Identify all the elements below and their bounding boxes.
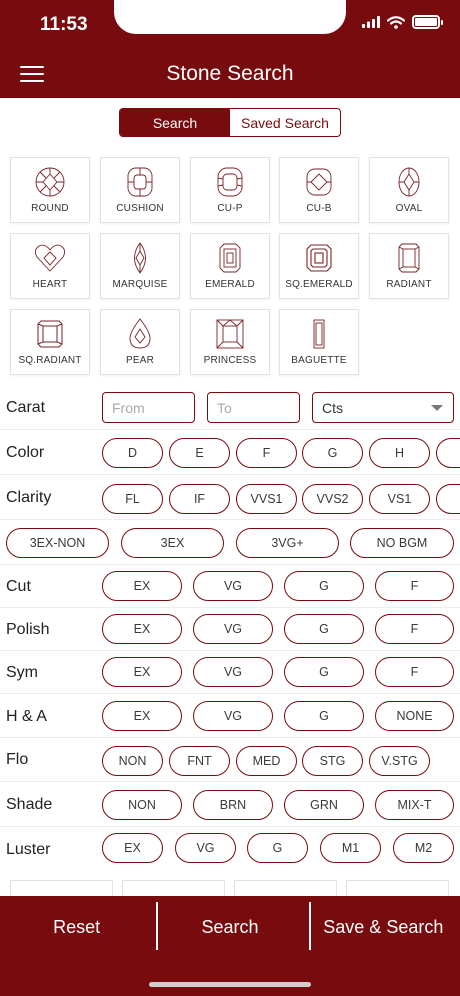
color-option-g[interactable]: G — [302, 438, 363, 468]
shape-pear[interactable] — [100, 309, 180, 375]
cut-row — [0, 565, 460, 608]
square-radiant-diamond-icon — [33, 318, 67, 350]
flo-option-non[interactable]: NON — [102, 746, 163, 776]
polish-label: Polish — [6, 621, 50, 638]
shade-option-grn[interactable]: GRN — [284, 790, 364, 820]
shape-label: OVAL — [395, 203, 423, 214]
clarity-option-vvs2[interactable]: VVS2 — [302, 484, 363, 514]
bottom-action-bar — [0, 896, 460, 996]
home-indicator — [149, 982, 311, 987]
luster-option-m1[interactable]: M1 — [320, 833, 381, 863]
sym-option-g[interactable]: G — [284, 657, 364, 687]
shape-label: ROUND — [31, 203, 69, 214]
shade-option-brn[interactable]: BRN — [193, 790, 273, 820]
shape-label: SQ.EMERALD — [285, 279, 353, 290]
battery-icon — [412, 15, 440, 29]
shape-label: CU-P — [217, 203, 243, 214]
baguette-diamond-icon — [302, 318, 336, 350]
shape-radiant[interactable] — [369, 233, 449, 299]
cushion-diamond-icon — [123, 166, 157, 198]
color-option-h[interactable]: H — [369, 438, 430, 468]
shape-cushion[interactable] — [100, 157, 180, 223]
polish-option-ex[interactable]: EX — [102, 614, 182, 644]
color-option-partial[interactable] — [436, 438, 460, 468]
polish-row — [0, 608, 460, 651]
tab-saved-search[interactable]: Saved Search — [241, 114, 329, 131]
fluorescence-label: Flo — [6, 751, 29, 768]
quick-option-3vg-plus[interactable]: 3VG+ — [236, 528, 339, 558]
clarity-option-fl[interactable]: FL — [102, 484, 163, 514]
sym-option-vg[interactable]: VG — [193, 657, 273, 687]
color-option-d[interactable]: D — [102, 438, 163, 468]
shape-marquise[interactable] — [100, 233, 180, 299]
shape-cu-b[interactable] — [279, 157, 359, 223]
quick-option-no-bgm[interactable]: NO BGM — [350, 528, 454, 558]
clarity-option-vvs1[interactable]: VVS1 — [236, 484, 297, 514]
carat-unit-select[interactable] — [312, 392, 454, 423]
caret-down-icon — [431, 405, 443, 411]
heart-diamond-icon — [33, 242, 67, 274]
shade-option-non[interactable]: NON — [102, 790, 182, 820]
radiant-diamond-icon — [392, 242, 426, 274]
shape-label: HEART — [32, 279, 68, 290]
shape-emerald[interactable] — [190, 233, 270, 299]
quick-filter-row — [0, 520, 460, 565]
luster-label: Luster — [6, 841, 51, 858]
fluorescence-row — [0, 738, 460, 782]
carat-label: Carat — [6, 399, 46, 416]
clarity-option-if[interactable]: IF — [169, 484, 230, 514]
shape-label: PEAR — [125, 355, 155, 366]
marquise-diamond-icon — [123, 242, 157, 274]
shade-option-mix-t[interactable]: MIX-T — [375, 790, 454, 820]
carat-to-input[interactable]: To — [207, 392, 300, 423]
clarity-option-vs1[interactable]: VS1 — [369, 484, 430, 514]
carat-from-input[interactable]: From — [102, 392, 195, 423]
shape-label: SQ.RADIANT — [18, 355, 82, 366]
cut-option-g[interactable]: G — [284, 571, 364, 601]
hearts-arrows-row — [0, 694, 460, 738]
round-diamond-icon — [33, 166, 67, 198]
shape-label: MARQUISE — [112, 279, 168, 290]
color-option-e[interactable]: E — [169, 438, 230, 468]
emerald-diamond-icon — [213, 242, 247, 274]
shape-label: CU-B — [306, 203, 332, 214]
sym-option-ex[interactable]: EX — [102, 657, 182, 687]
sym-option-f[interactable]: F — [375, 657, 454, 687]
shape-sq-emerald[interactable] — [279, 233, 359, 299]
clarity-row — [0, 475, 460, 520]
shape-round[interactable] — [10, 157, 90, 223]
luster-row — [0, 827, 460, 872]
search-tabs — [119, 108, 341, 137]
sym-label: Sym — [6, 664, 38, 681]
cut-option-f[interactable]: F — [375, 571, 454, 601]
carat-row — [0, 385, 460, 430]
shape-princess[interactable] — [190, 309, 270, 375]
status-time: 11:53 — [40, 14, 88, 35]
shape-label: EMERALD — [205, 279, 255, 290]
ha-option-none[interactable]: NONE — [375, 701, 454, 731]
quick-option-3ex[interactable]: 3EX — [121, 528, 224, 558]
clarity-option-partial[interactable] — [436, 484, 460, 514]
ha-option-ex[interactable]: EX — [102, 701, 182, 731]
clarity-label: Clarity — [6, 489, 52, 506]
cushion-b-diamond-icon — [302, 166, 336, 198]
oval-diamond-icon — [392, 166, 426, 198]
luster-option-g[interactable]: G — [247, 833, 308, 863]
square-emerald-diamond-icon — [302, 242, 336, 274]
luster-option-m2[interactable]: M2 — [393, 833, 454, 863]
shape-label: PRINCESS — [203, 355, 257, 366]
save-and-search-button[interactable]: Save & Search — [323, 917, 444, 937]
polish-option-f[interactable]: F — [375, 614, 454, 644]
cut-option-ex[interactable]: EX — [102, 571, 182, 601]
shape-label: RADIANT — [386, 279, 432, 290]
navigation-bar — [0, 0, 460, 98]
luster-option-vg[interactable]: VG — [175, 833, 236, 863]
color-option-f[interactable]: F — [236, 438, 297, 468]
status-icons — [362, 15, 440, 29]
search-button[interactable]: Search — [201, 917, 259, 937]
flo-option-vstg[interactable]: V.STG — [369, 746, 430, 776]
princess-diamond-icon — [213, 318, 247, 350]
ha-option-vg[interactable]: VG — [193, 701, 273, 731]
shape-sq-radiant[interactable] — [10, 309, 90, 375]
hearts-arrows-label: H & A — [6, 708, 47, 725]
flo-option-stg[interactable]: STG — [302, 746, 363, 776]
pear-diamond-icon — [123, 318, 157, 350]
flo-option-med[interactable]: MED — [236, 746, 297, 776]
footer-divider — [309, 902, 311, 950]
shape-baguette[interactable] — [279, 309, 359, 375]
shade-label: Shade — [6, 796, 53, 813]
color-row — [0, 430, 460, 475]
luster-option-ex[interactable]: EX — [102, 833, 163, 863]
shade-row — [0, 782, 460, 827]
flo-option-fnt[interactable]: FNT — [169, 746, 230, 776]
shape-oval[interactable] — [369, 157, 449, 223]
cut-label: Cut — [6, 578, 31, 595]
cut-option-vg[interactable]: VG — [193, 571, 273, 601]
polish-option-g[interactable]: G — [284, 614, 364, 644]
reset-button[interactable]: Reset — [53, 917, 101, 937]
shape-heart[interactable] — [10, 233, 90, 299]
quick-option-3ex-non[interactable]: 3EX-NON — [6, 528, 109, 558]
tab-search[interactable]: Search — [120, 109, 230, 136]
polish-option-vg[interactable]: VG — [193, 614, 273, 644]
ha-option-g[interactable]: G — [284, 701, 364, 731]
signal-icon — [362, 16, 380, 28]
color-label: Color — [6, 444, 45, 461]
page-title: Stone Search — [166, 62, 294, 85]
shape-cu-p[interactable] — [190, 157, 270, 223]
footer-divider — [156, 902, 158, 950]
device-notch — [114, 0, 346, 34]
shape-label: BAGUETTE — [291, 355, 347, 366]
carat-unit-value: Cts — [322, 399, 343, 416]
shape-label: CUSHION — [116, 203, 164, 214]
wifi-icon — [387, 16, 405, 29]
sym-row — [0, 651, 460, 694]
cushion-p-diamond-icon — [213, 166, 247, 198]
